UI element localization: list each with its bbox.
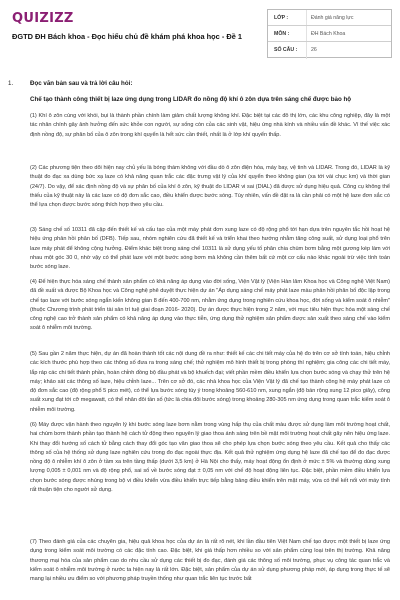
passage-paragraph-1: (1) Khí ô zôn cùng với khói, bụi là thành phần chính làm giảm chất lượng không khí. Đặc biệt tại các đô thị lớn, các khu công nghiệp, đây là một tác nhân chính gây ảnh hưởng đến sức khỏe con người, sự sống còn của các sinh vật, hiệu ứng nhà kính và nhiều vấn đề khác. Vì thế việc xác định nồng độ, sự phân bố của ô zôn trong khí quyển là hết sức cần thiết, nhất là ở lớp khí quyển thấp. <box>30 113 390 138</box>
passage-paragraph-5: (5) Sau gần 2 năm thực hiện, dự án đã hoàn thành tốt các nội dung đề ra như: thiết kế các chi tiết máy của hệ đo trên cơ sở tính toán, hiệu chỉnh các kích thước phù hợp theo các thông số đưa ra trong sáng chế; thử nghiệm mô hình thiết bị trong phòng thí nghiệm; gia công các chi tiết máy, lắp ráp các chi tiết thành phần, hoàn chỉnh đồng bộ đầu phát và bộ khuếch đại; viết phần mềm điều khiển lựa chọn bước sóng và chạy thử trên hệ máy; khảo sát các thông số laze, hiệu chỉnh laze... Trên cơ sở đó, các nhà khoa học của Viện Vật lý đã chế tạo thành công hệ máy phát laze có độ đơn sắc cao (độ rộng phổ 5 pico mét), có thể lựa bước sóng tùy ý trong khoảng 560-610 nm, xung ngắn (độ bán rộng xung 12 pico giây), công suất xung đạt tới cỡ megawatt, có thể nhân đôi tần số (tức là chia đôi bước sóng) trong khoảng 280-305 nm ứng dụng trong quan trắc kiểm soát ô nhiễm môi trường. <box>30 351 390 413</box>
question-prompt: Đọc văn bản sau và trả lời câu hỏi: <box>30 80 133 87</box>
worksheet-header <box>0 0 400 66</box>
passage-title: Chế tạo thành công thiết bị laze ứng dụng trong LIDAR đo nồng độ khí ô zôn dựa trên sáng chế được bảo hộ <box>30 96 352 103</box>
passage-paragraph-4: (4) Để hiện thực hóa sáng chế thành sản phẩm có khả năng áp dụng vào đời sống, Viện Vật lý (Viện Hàn lâm Khoa học và Công nghệ Việt Nam) đã đề xuất và được Bộ Khoa học và Công nghệ phê duyệt thực hiện dự án "Áp dụng sáng chế máy phát laze màu phản hồi phân bố độc lập trong chế tạo laze với bước sóng ngắn kiến không gian 8 đến 400-700 nm, nhằm ứng dụng trong nghiên cứu khoa học, đời sống và kiểm soát ô nhiễm" (thuộc Chương trình phát triển tài sản trí tuệ giai đoạn 2016- 2020). Dự án được thực hiện trong 2 năm, với mục tiêu hiện thực hóa một sáng chế công nghệ cao trở thành sản phẩm có khả năng áp dụng vào thực tiễn, ứng dụng thử nghiệm sản phẩm được sản xuất theo sáng chế vào kiểm soát ô nhiễm môi trường. <box>30 279 390 332</box>
question-number: 1. <box>8 80 14 87</box>
info-label: SỐ CÂU : <box>274 47 298 54</box>
info-value: Đánh giá năng lực <box>306 10 391 25</box>
document-title: ĐGTD ĐH Bách khoa - Đọc hiểu chủ đề khám phá khoa học - Đề 1 <box>12 32 242 41</box>
info-row-subject <box>268 26 391 42</box>
info-row-class <box>268 10 391 26</box>
passage-paragraph-7: (7) Theo đánh giá của các chuyên gia, hiệu quả khoa học của dự án là rất rõ nét, khi lần đầu tiên Việt Nam chế tạo được một thiết bị laze ứng dụng trong kiểm soát môi trường có các đặc tính cao. Đặc biệt, khi giá thấp hơn nhiều so với sản phẩm cùng loại trên thị trường. Khả năng thương mại hóa của sản phẩm cao do nhu cầu sử dụng các thiết bị đo đạc, đánh giá các thông số môi trường, phục vụ công tác quan trắc và kiểm soát ô nhiễm môi trường ở nước ta hiện nay là rất lớn. Đặc biệt, sản phẩm của dự án sử dụng phương pháp mới, áp dụng trong thực tế sẽ mang lại nhiều ưu điểm so với phương pháp truyền thống như quan trắc liên tục trước bất <box>30 539 390 583</box>
info-label: MÔN : <box>274 30 290 37</box>
info-row-question-count <box>268 42 391 58</box>
info-label: LỚP : <box>274 14 289 21</box>
passage-paragraph-6: (6) Máy được vận hành theo nguyên lý khi bước sóng laze bơm nằm trong vùng hấp thụ của chất màu được sử dụng làm môi trường hoạt chất, hai chùm bơm thành phần tạo thành hệ cách tử động theo nguyên lý giao thoa ánh sáng trên bề mặt môi trường hoạt chất gây nên hiệu ứng laze. Khi thay đổi hướng số cách tử bằng cách thay đổi góc tạo văn giao thoa sẽ cho phép lựa chọn bước sóng theo yêu cầu. Kết quả cho thấy các thông số của hệ thống sử dụng laze nghiên cứu trong đo đạc ngoài thực địa. Kết quả thử nghiệm ứng dụng hệ laze đã chế tạo để đo đạc được nồng độ ô nhiễm khí ô zôn ở tầm xa trên tầng thấp (dưới 3,5 km) ở Hà Nội cho thấy, máy hoạt động ổn định ở mức ± 5% và thường dùng xung lượng 0,005 ± 0,001 nm và độ rộng phổ, sai số về bước sóng đạt ± 0,05 nm với chế độ hoạt động liên tục. Đặc biệt, phần mềm điều khiển lựa chọn bước sóng được nhúng trong bộ vi điều khiển vừa điều khiển trực tiếp bằng bảng điều khiển trên mặt máy, vừa có thể kết nối với máy tính rất thuận tiện cho người sử dụng. <box>30 422 390 494</box>
passage-paragraph-2: (2) Các phương tiện theo dõi hiện nay chủ yếu là bóng thám không với đầu dò ô zôn điện hóa, máy bay, vệ tinh và LIDAR. Trong đó, LIDAR là kỹ thuật đo đạc xa dùng bức xạ laze có khả năng quan trắc các đặc trưng vật lý của khí quyển theo không gian (xa tới vài chục km) và thời gian (24/7). Do vậy, để xác định nồng độ và sự phân bố của khí ô zôn, kỹ thuật đo LIDAR vi sai (DIAL) đã được sử dụng hiệu quả. Công cụ không thể thiếu của kỹ thuật này là các laze có độ đơn sắc cao, điều khiển được bước sóng. Tùy nhiên, vấn đề đặt ra là cần phải có một hệ laze đơn sắc có thể lựa chọn được bước sóng thích hợp theo yêu cầu. <box>30 165 390 209</box>
passage-paragraph-3: (3) Sáng chế số 10311 đã cập đến thiết kế và cấu tạo của một máy phát đơn xung laze có độ rộng phổ tới hạn dựa trên nguyên tắc hồi hoạt hệ hiệu ứng phản hồi phân bố (DFB). Tiếp sau, nhóm nghiên cứu đã thiết kế và triển khai theo hướng nhằm tăng công suất, sử dụng loại phổ trên laze máy phát để không cộng hưởng. Điểm khác biệt trong sáng chế 10311 là sử dụng yếu tố phân chia chùm bơm bằng một gương kép làm với nhau một góc 30 0, nhờ vậy có thể phát laze với một bước sóng bơm mà không cần thêm bất cứ một cơ cấu nào khác ngoài trừ việc tính toán bước sóng laze. <box>30 227 390 271</box>
info-value: 26 <box>306 42 391 58</box>
info-value: ĐH Bách Khoa <box>306 26 391 41</box>
class-info-box <box>267 9 392 58</box>
quizizz-logo: QUIZIZZ <box>12 11 74 26</box>
